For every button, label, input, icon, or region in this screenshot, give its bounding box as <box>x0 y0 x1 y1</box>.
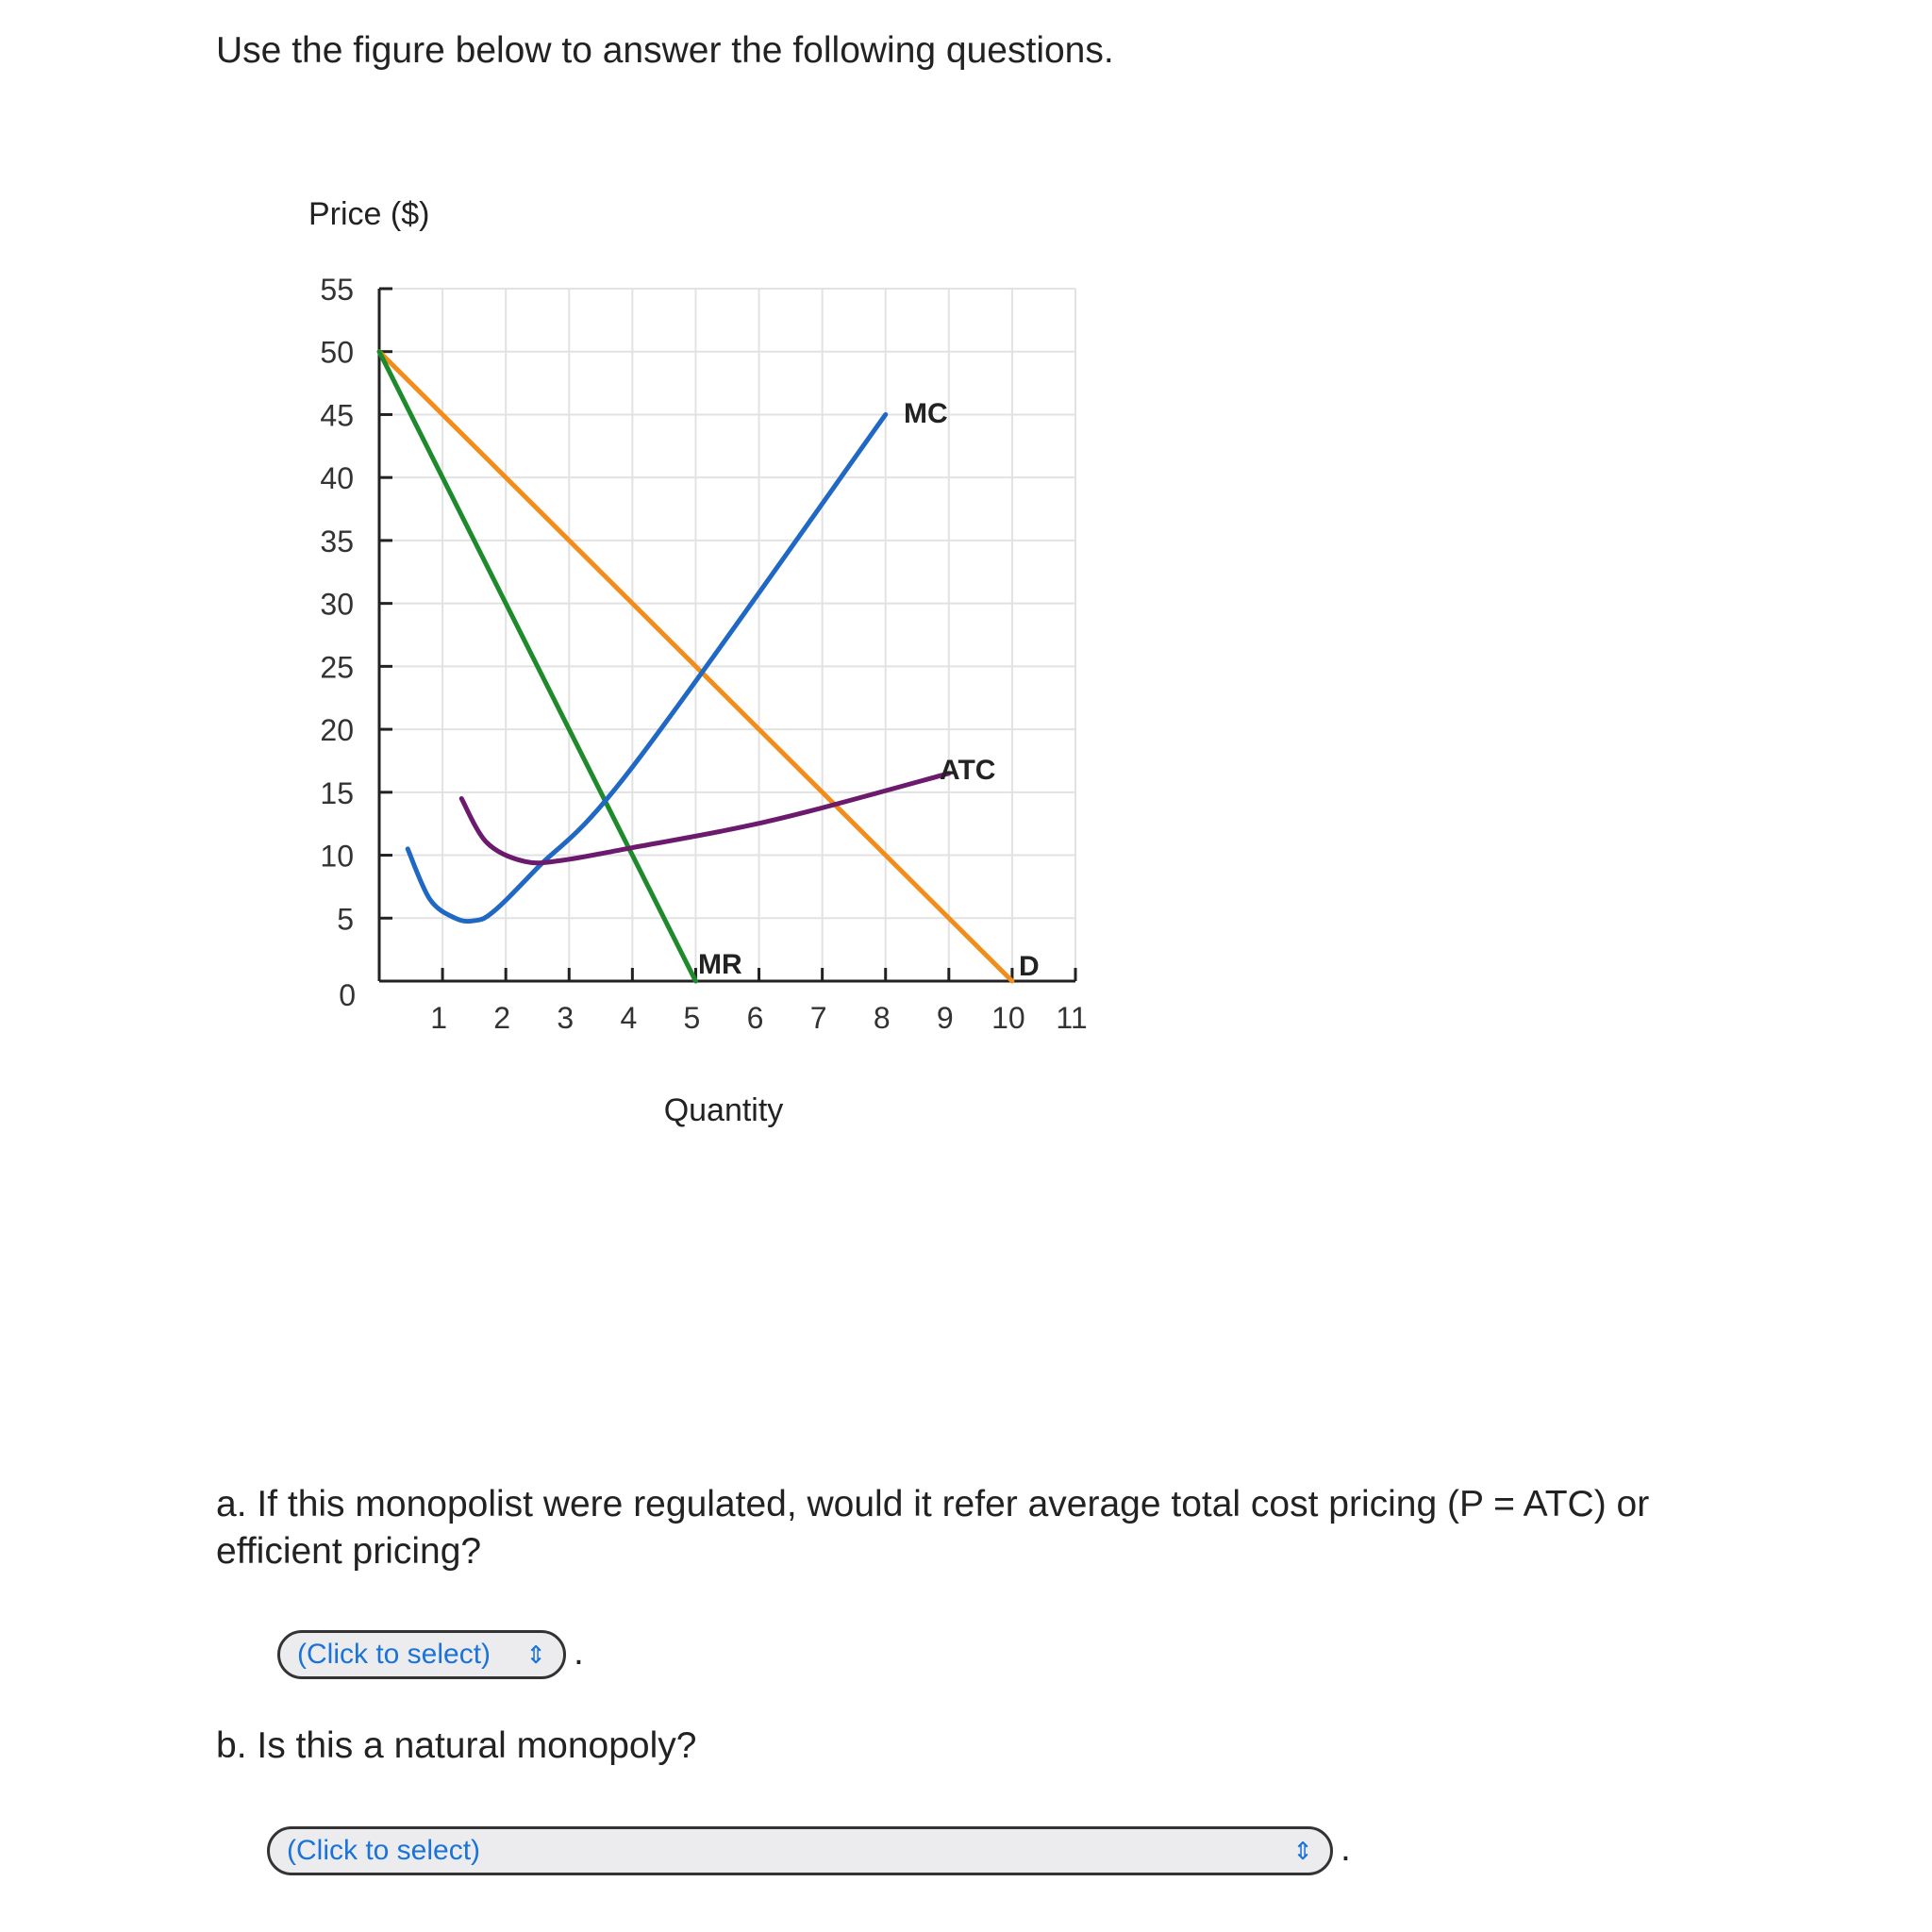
natural-monopoly-select-label: (Click to select) <box>287 1835 481 1866</box>
chevron-updown-icon: ⇕ <box>1292 1837 1313 1865</box>
pricing-select-label: (Click to select) <box>297 1639 491 1670</box>
x-tick-label: 6 <box>746 1001 764 1035</box>
x-axis-label: Quantity <box>663 1092 784 1128</box>
atc-curve <box>461 774 949 863</box>
x-tick-label: 3 <box>557 1001 575 1035</box>
y-axis-label: Price ($) <box>308 196 430 232</box>
mc-label: MC <box>904 398 948 429</box>
period-b: . <box>1341 1828 1351 1869</box>
y-tick-label: 30 <box>320 587 354 622</box>
x-tick-label: 11 <box>1056 1001 1088 1035</box>
atc-label: ATC <box>940 755 996 786</box>
intro-text: Use the figure below to answer the following questions. <box>216 30 1114 71</box>
period-a: . <box>574 1632 584 1673</box>
x-tick-label: 1 <box>430 1001 447 1035</box>
natural-monopoly-select[interactable] <box>267 1826 1333 1875</box>
y-tick-label: 25 <box>320 650 354 685</box>
x-tick-label: 10 <box>991 1001 1025 1035</box>
d-label: D <box>1019 951 1040 982</box>
pricing-select[interactable] <box>277 1630 566 1679</box>
x-tick-label: 5 <box>683 1001 701 1035</box>
y-tick-label: 10 <box>320 839 354 874</box>
y-tick-label: 45 <box>320 398 354 433</box>
chart-ticks <box>320 273 1087 1035</box>
y-tick-label: 40 <box>320 461 354 496</box>
x-tick-label: 2 <box>493 1001 511 1035</box>
x-tick-label: 4 <box>620 1001 638 1035</box>
chevron-updown-icon: ⇕ <box>525 1641 546 1669</box>
y-tick-label: 50 <box>320 335 354 370</box>
question-a: a. If this monopolist were regulated, would it refer average total cost pricing (P = ATC) or efficient pricing? <box>216 1484 1650 1572</box>
y-tick-label: 20 <box>320 713 354 748</box>
y-tick-label: 55 <box>320 273 354 307</box>
question-b: b. Is this a natural monopoly? <box>216 1725 697 1766</box>
y-tick-label: 35 <box>320 524 354 558</box>
y-tick-label: 0 <box>339 978 356 1012</box>
x-tick-label: 7 <box>809 1001 827 1035</box>
y-tick-label: 15 <box>320 775 354 810</box>
mr-label: MR <box>698 949 742 980</box>
x-tick-label: 8 <box>873 1001 891 1035</box>
x-tick-label: 9 <box>936 1001 954 1035</box>
y-tick-label: 5 <box>337 902 354 937</box>
